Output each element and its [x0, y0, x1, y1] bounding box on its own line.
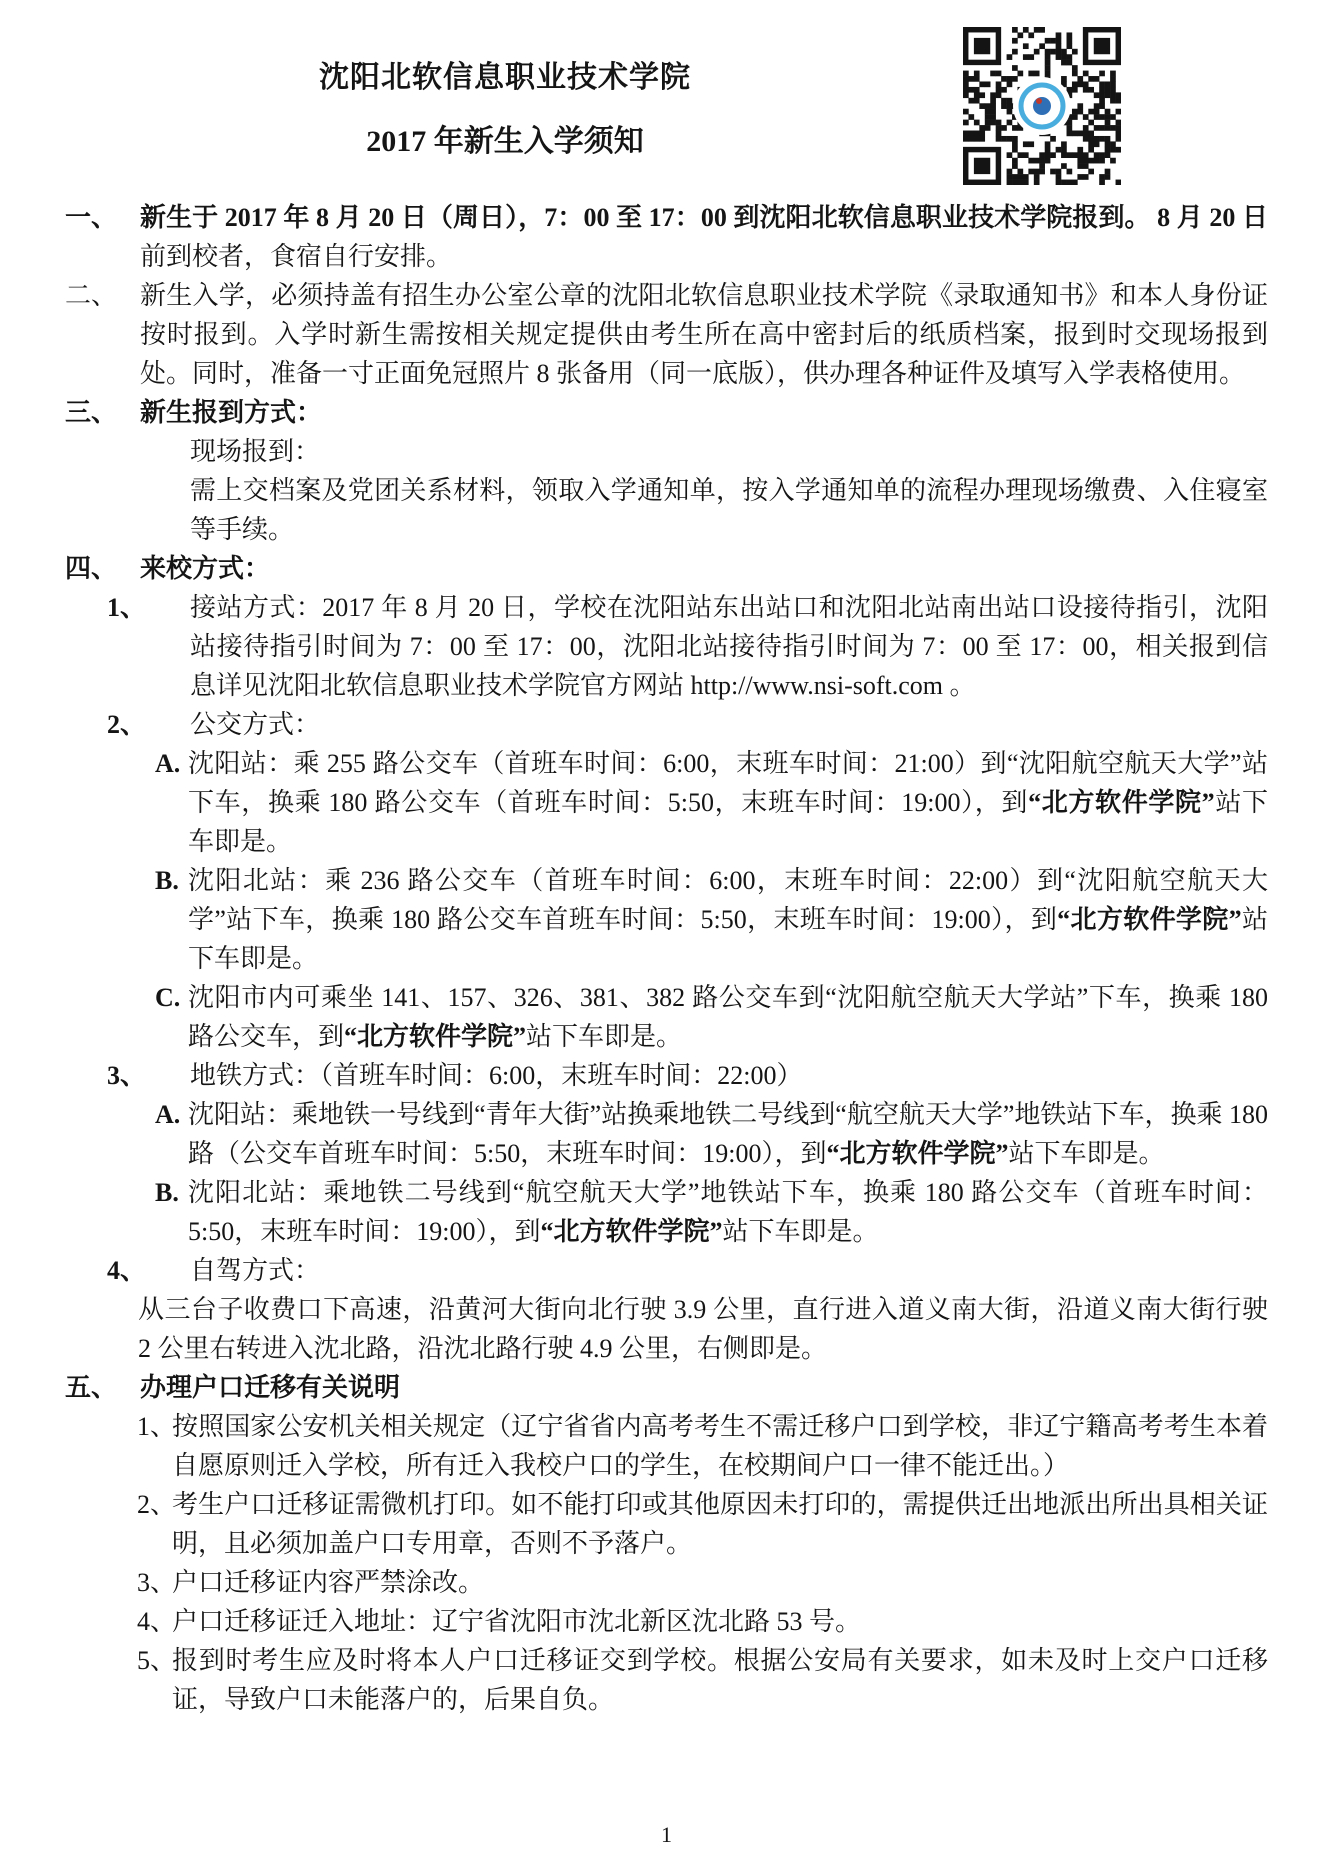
text-run: 户口迁移证内容严禁涂改。: [172, 1568, 485, 1597]
text-run: 沈阳站：乘 255 路公交车（首班车时间：6:00，末班车时间：21:00）到“沈阳航空航天大学”站下车，换乘 180 路公交车（首班车时间：5:50，末班车时间：19:00），到: [188, 749, 1268, 817]
list-label: 五、: [65, 1373, 118, 1402]
qr-code-image: [963, 27, 1121, 185]
text-run: 公交方式：: [190, 710, 321, 739]
paragraph-text: [188, 978, 1268, 1056]
paragraph-text: [188, 861, 1268, 978]
list-label: 1、: [107, 593, 147, 622]
item-4-1: [107, 588, 1268, 705]
list-label: 一、: [65, 203, 118, 232]
list-label: 4、: [137, 1607, 177, 1636]
paragraph-text: [138, 1290, 1268, 1368]
paragraph-text: [172, 1602, 1268, 1641]
bold-run: “北方软件学院”: [540, 1217, 723, 1246]
text-run: 站下车即是。: [188, 788, 1268, 856]
page-number: 1: [661, 1822, 672, 1847]
item-4-3-b: [155, 1173, 1268, 1251]
item-5-5: [137, 1641, 1268, 1719]
bold-run: 办理户口迁移有关说明: [140, 1373, 401, 1402]
list-label: 3、: [137, 1568, 177, 1597]
list-label: C.: [155, 983, 181, 1012]
heading-4: [65, 549, 1268, 588]
item-5-2: [137, 1485, 1268, 1563]
qr-code-icon: [963, 27, 1121, 185]
text-run: 需上交档案及党团关系材料，领取入学通知单，按入学通知单的流程办理现场缴费、入住寝室等手续。: [190, 476, 1268, 544]
paragraph-text: [188, 1095, 1268, 1173]
heading-5: [65, 1368, 1268, 1407]
text-run: 沈阳北站：乘地铁二号线到“航空航天大学”地铁站下车，换乘 180 路公交车（首班车时间：5:50，末班车时间：19:00），到: [188, 1178, 1268, 1246]
text-run: 前到校者，食宿自行安排。: [140, 242, 453, 271]
text-run: 地铁方式：（首班车时间：6:00，末班车时间：22:00）: [190, 1061, 803, 1090]
paragraph-text: [140, 549, 1268, 588]
paragraph-text: [190, 432, 1268, 471]
text-run: 沈阳北站：乘 236 路公交车（首班车时间：6:00，末班车时间：22:00）到“沈阳航空航天大学”站下车，换乘 180 路公交车首班车时间：5:50，末班车时间：19:00），到: [188, 866, 1268, 934]
paragraph-text: [188, 1173, 1268, 1251]
paragraph-text: [172, 1485, 1268, 1563]
text-run: 沈阳站：乘地铁一号线到“青年大街”站换乘地铁二号线到“航空航天大学”地铁站下车，换乘 180 路（公交车首班车时间：5:50，末班车时间：19:00），到: [188, 1100, 1268, 1168]
item-4-3-a: [155, 1095, 1268, 1173]
document-body: [0, 198, 1323, 1719]
item-2: [65, 276, 1268, 393]
item-4-2-a: [155, 744, 1268, 861]
list-label: 5、: [137, 1646, 177, 1675]
list-label: A.: [155, 749, 181, 778]
text-run: 现场报到：: [190, 437, 321, 466]
list-label: 2、: [137, 1490, 177, 1519]
list-label: 1、: [137, 1412, 177, 1441]
text-run: 报到时考生应及时将本人户口迁移证交到学校。根据公安局有关要求，如未及时上交户口迁移证，导致户口未能落户的，后果自负。: [172, 1646, 1268, 1714]
paragraph-text: [172, 1641, 1268, 1719]
paragraph-text: [172, 1407, 1268, 1485]
heading-3: [65, 393, 1268, 432]
bold-run: “北方软件学院”: [344, 1022, 527, 1051]
text-run: 按照国家公安机关相关规定（辽宁省省内高考考生不需迁移户口到学校，非辽宁籍高考考生本着自愿原则迁入学校，所有迁入我校户口的学生，在校期间户口一律不能迁出。）: [172, 1412, 1268, 1480]
list-label: A.: [155, 1100, 181, 1129]
paragraph-text: [140, 276, 1268, 393]
text-run: 站下车即是。: [1008, 1139, 1165, 1168]
paragraph-text: [190, 1056, 1268, 1095]
list-label: 四、: [65, 554, 118, 583]
bold-run: 新生报到方式：: [140, 398, 323, 427]
paragraph-text: [140, 393, 1268, 432]
bold-run: “北方软件学院”: [1057, 905, 1242, 934]
text-run: 新生入学，必须持盖有招生办公室公章的沈阳北软信息职业技术学院《录取通知书》和本人身份证按时报到。入学时新生需按相关规定提供由考生所在高中密封后的纸质档案，报到时交现场报到处。同时，准备一寸正面免冠照片 8 张备用（同一底版），供办理各种证件及填写入学表格使用。: [140, 281, 1268, 388]
item-4-2-b: [155, 861, 1268, 978]
page-title: 沈阳北软信息职业技术学院: [319, 61, 691, 94]
page-subtitle: 2017 年新生入学须知: [366, 125, 644, 158]
paragraph-text: [172, 1563, 1268, 1602]
item-1: [65, 198, 1268, 276]
list-label: 三、: [65, 398, 118, 427]
text-run: 站下车即是。: [722, 1217, 879, 1246]
list-label: B.: [155, 866, 179, 895]
item-4-2: [107, 705, 1268, 744]
paragraph-text: [190, 588, 1268, 705]
bold-run: “北方软件学院”: [1028, 788, 1215, 817]
text-run: 自驾方式：: [190, 1256, 321, 1285]
item-4-4-detail: [138, 1290, 1268, 1368]
bold-run: “北方软件学院”: [826, 1139, 1009, 1168]
paragraph-text: [190, 471, 1268, 549]
document-header: [0, 0, 1010, 162]
list-label: 2、: [107, 710, 147, 739]
paragraph-text: [188, 744, 1268, 861]
item-4-3: [107, 1056, 1268, 1095]
text-run: 从三台子收费口下高速，沿黄河大街向北行驶 3.9 公里，直行进入道义南大街，沿道义南大街行驶 2 公里右转进入沈北路，沿沈北路行驶 4.9 公里，右侧即是。: [138, 1295, 1268, 1363]
text-run: 接站方式：2017 年 8 月 20 日，学校在沈阳站东出站口和沈阳北站南出站口设接待指引，沈阳站接待指引时间为 7：00 至 17：00，沈阳北站接待指引时间为 7：00 至 17：00，相关报到信息详见沈阳北软信息职业技术学院官方网站 http://www.nsi-soft.com 。: [190, 593, 1268, 700]
item-5-1: [137, 1407, 1268, 1485]
bold-run: 来校方式：: [140, 554, 271, 583]
paragraph-text: [140, 1368, 1268, 1407]
item-4-2-c: [155, 978, 1268, 1056]
list-label: 3、: [107, 1061, 147, 1090]
text-run: 户口迁移证迁入地址：辽宁省沈阳市沈北新区沈北路 53 号。: [172, 1607, 862, 1636]
text-run: 考生户口迁移证需微机打印。如不能打印或其他原因未打印的，需提供迁出地派出所出具相关证明，且必须加盖户口专用章，否则不予落户。: [172, 1490, 1268, 1558]
paragraph-text: [190, 1251, 1268, 1290]
para-onsite-report-detail: [190, 471, 1268, 549]
item-5-4: [137, 1602, 1268, 1641]
bold-run: 新生于 2017 年 8 月 20 日（周日），7：00 至 17：00 到沈阳北软信息职业技术学院报到。 8 月 20 日: [140, 203, 1268, 232]
item-4-4: [107, 1251, 1268, 1290]
text-run: 站下车即是。: [188, 905, 1268, 973]
list-label: B.: [155, 1178, 179, 1207]
list-label: 4、: [107, 1256, 147, 1285]
paragraph-text: [190, 705, 1268, 744]
item-5-3: [137, 1563, 1268, 1602]
text-run: 沈阳市内可乘坐 141、157、326、381、382 路公交车到“沈阳航空航天大学站”下车，换乘 180 路公交车，到: [188, 983, 1268, 1051]
text-run: 站下车即是。: [526, 1022, 683, 1051]
paragraph-text: [140, 198, 1268, 276]
list-label: 二、: [65, 281, 118, 310]
para-onsite-report: [190, 432, 1268, 471]
